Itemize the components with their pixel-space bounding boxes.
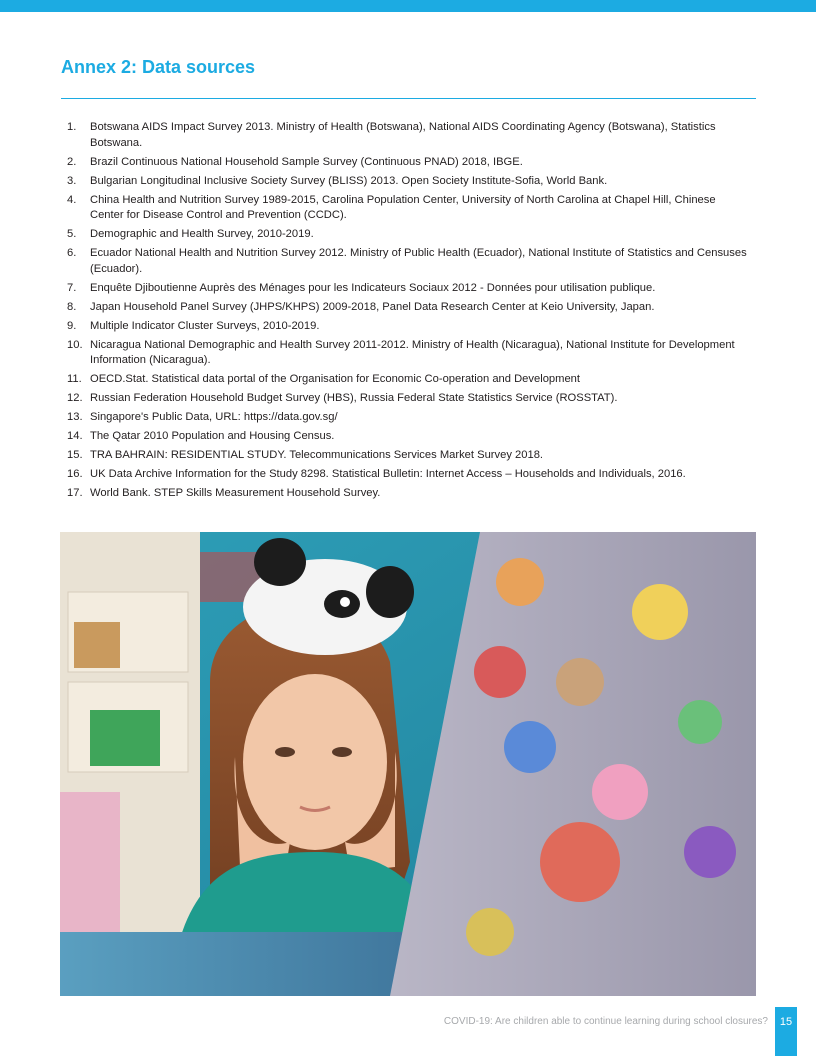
list-item-number: 9. (67, 319, 77, 332)
running-title: COVID-19: Are children able to continue learning during school closures? (443, 1016, 768, 1027)
top-accent-bar (0, 0, 816, 12)
list-item-text: Nicaragua National Demographic and Health Survey 2011-2012. Ministry of Health (Nicaragua), National Institute for Development Information (Nicaragua). (90, 338, 735, 366)
list-item-text: Singapore's Public Data, URL: https://data.gov.sg/ (90, 411, 338, 423)
list-item-text: Multiple Indicator Cluster Surveys, 2010-2019. (90, 319, 320, 332)
list-item-number: 13. (67, 411, 83, 423)
list-item (61, 120, 751, 151)
list-item (61, 281, 751, 297)
list-item (61, 155, 751, 171)
list-item-number: 1. (67, 121, 77, 133)
list-item (61, 193, 751, 224)
title-divider (61, 98, 756, 99)
list-item-text: World Bank. STEP Skills Measurement Household Survey. (90, 487, 381, 499)
page-title: Annex 2: Data sources (61, 57, 256, 77)
list-item (61, 300, 751, 316)
list-item-number: 11. (67, 373, 82, 385)
list-item-text: Russian Federation Household Budget Survey (HBS), Russia Federal State Statistics Service (ROSSTAT). (90, 392, 618, 404)
list-item-text: TRA BAHRAIN: RESIDENTIAL STUDY. Telecommunications Services Market Survey 2018. (90, 449, 544, 461)
list-item-number: 2. (67, 155, 77, 168)
list-item-number: 6. (67, 247, 77, 259)
list-item-number: 12. (67, 392, 83, 404)
list-item (61, 429, 751, 445)
list-item-number: 14. (67, 430, 83, 442)
page-number-box (775, 1007, 797, 1056)
list-item-text: The Qatar 2010 Population and Housing Census. (90, 430, 335, 442)
list-item-text: Demographic and Health Survey, 2010-2019. (90, 228, 314, 240)
list-item (61, 227, 751, 243)
list-item (61, 319, 751, 335)
photo-child-at-laptop (60, 532, 756, 996)
list-item-number: 3. (67, 174, 77, 187)
list-item (61, 338, 751, 369)
page-number: 15 (779, 1016, 793, 1028)
list-item-text: Enquête Djiboutienne Auprès des Ménages pour les Indicateurs Sociaux 2012 - Données pour utilisation publique. (90, 281, 656, 294)
list-item-number: 17. (67, 487, 83, 499)
list-item-text: China Health and Nutrition Survey 1989-2015, Carolina Population Center, University of North Carolina at Chapel Hill, Chinese Center for Disease Control and Prevention (CCDC). (90, 193, 716, 221)
list-item (61, 467, 751, 483)
list-item (61, 410, 751, 426)
list-item-number: 15. (67, 449, 83, 461)
list-item-text: Bulgarian Longitudinal Inclusive Society Survey (BLISS) 2013. Open Society Institute-Sofia, World Bank. (90, 174, 608, 187)
list-item-number: 5. (67, 228, 77, 240)
list-item-number: 8. (67, 300, 77, 313)
list-item-text: Japan Household Panel Survey (JHPS/KHPS) 2009-2018, Panel Data Research Center at Keio University, Japan. (90, 300, 655, 313)
list-item-number: 10. (67, 338, 83, 351)
list-item-text: OECD.Stat. Statistical data portal of the Organisation for Economic Co-operation and Development (90, 373, 581, 385)
data-sources-list (61, 120, 751, 505)
list-item (61, 174, 751, 190)
list-item-number: 16. (67, 468, 83, 480)
list-item-number: 7. (67, 281, 77, 294)
list-item-text: Brazil Continuous National Household Sample Survey (Continuous PNAD) 2018, IBGE. (90, 155, 523, 168)
list-item (61, 448, 751, 464)
list-item (61, 246, 751, 277)
photo-illustration (60, 532, 756, 996)
list-item-number: 4. (67, 193, 77, 206)
list-item-text: Botswana AIDS Impact Survey 2013. Ministry of Health (Botswana), National AIDS Coordinating Agency (Botswana), Statistics Botswana. (90, 121, 716, 149)
list-item (61, 391, 751, 407)
list-item (61, 486, 751, 502)
list-item-text: UK Data Archive Information for the Study 8298. Statistical Bulletin: Internet Access – Households and Individuals, 2016. (90, 468, 686, 480)
list-item-text: Ecuador National Health and Nutrition Survey 2012. Ministry of Public Health (Ecuador), National Institute of Statistics and Censuses (Ecuador). (90, 247, 747, 275)
list-item (61, 372, 751, 388)
